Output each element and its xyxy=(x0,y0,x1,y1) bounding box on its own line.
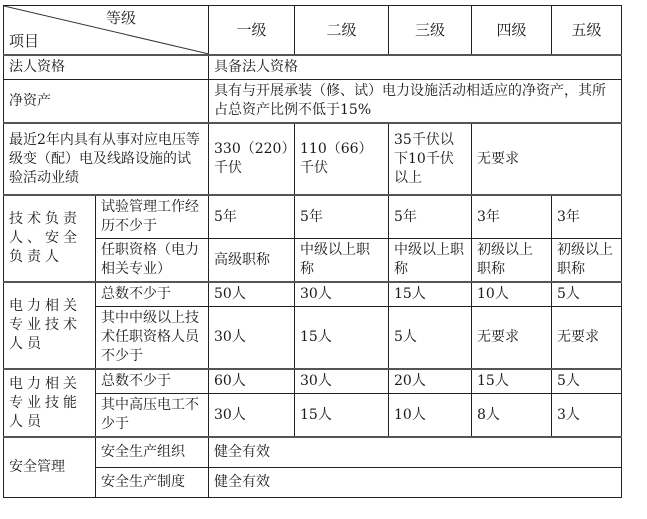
value-cell: 中级以上职称 xyxy=(389,239,472,283)
value-cell: 具有与开展承装（修、试）电力设施活动相适应的净资产，其所占总资产比例不低于15% xyxy=(209,80,622,124)
row-skill-hv xyxy=(4,394,622,438)
value-cell: 高级职称 xyxy=(209,239,295,283)
value-cell: 20人 xyxy=(389,369,472,394)
value-cell: 10人 xyxy=(389,394,472,438)
level-3-header: 三级 xyxy=(389,6,472,56)
row-legal-person xyxy=(4,55,622,80)
row-net-assets xyxy=(4,80,622,124)
value-cell: 5人 xyxy=(552,369,622,394)
value-cell: 3年 xyxy=(472,195,552,239)
row-experience xyxy=(4,195,622,239)
row-safety-org xyxy=(4,437,622,467)
value-cell: 5人 xyxy=(389,307,472,370)
value-cell: 无要求 xyxy=(552,307,622,370)
qualification-table xyxy=(3,5,622,498)
group-cell: 电力相关专业技能人员 xyxy=(4,369,96,437)
value-cell: 中级以上职称 xyxy=(295,239,389,283)
value-cell: 5年 xyxy=(209,195,295,239)
value-cell: 无要求 xyxy=(472,123,622,195)
value-cell: 15人 xyxy=(472,369,552,394)
value-cell: 30人 xyxy=(209,307,295,370)
sub-item-cell: 其中高压电工不少于 xyxy=(96,394,209,438)
sub-item-cell: 试验管理工作经历不少于 xyxy=(96,195,209,239)
value-cell: 30人 xyxy=(209,394,295,438)
row-tech-mid xyxy=(4,307,622,370)
value-cell: 3年 xyxy=(552,195,622,239)
level-2-header: 二级 xyxy=(295,6,389,56)
value-cell: 8人 xyxy=(472,394,552,438)
grade-label: 等级 xyxy=(105,9,136,27)
level-1-header: 一级 xyxy=(209,6,295,56)
value-cell: 330（220）千伏 xyxy=(209,123,295,195)
value-cell: 110（66）千伏 xyxy=(295,123,389,195)
row-performance xyxy=(4,123,622,195)
sub-item-cell: 总数不少于 xyxy=(96,369,209,394)
value-cell: 5人 xyxy=(552,282,622,307)
value-cell: 3人 xyxy=(552,394,622,438)
sub-item-cell: 总数不少于 xyxy=(96,282,209,307)
row-skill-total xyxy=(4,369,622,394)
group-cell: 技术负责人、安全负责人 xyxy=(4,195,96,282)
value-cell: 50人 xyxy=(209,282,295,307)
item-cell: 法人资格 xyxy=(4,55,209,80)
item-cell: 最近2年内具有从事对应电压等级变（配）电及线路设施的试验活动业绩 xyxy=(4,123,209,195)
value-cell: 健全有效 xyxy=(209,467,622,497)
value-cell: 30人 xyxy=(295,369,389,394)
sub-item-cell: 安全生产制度 xyxy=(96,467,209,497)
value-cell: 具备法人资格 xyxy=(209,55,622,80)
value-cell: 60人 xyxy=(209,369,295,394)
value-cell: 15人 xyxy=(389,282,472,307)
value-cell: 无要求 xyxy=(472,307,552,370)
value-cell: 健全有效 xyxy=(209,437,622,467)
sub-item-cell: 安全生产组织 xyxy=(96,437,209,467)
value-cell: 15人 xyxy=(295,394,389,438)
value-cell: 5年 xyxy=(389,195,472,239)
sub-item-cell: 其中中级以上技术任职资格人员不少于 xyxy=(96,307,209,370)
level-4-header: 四级 xyxy=(472,6,552,56)
value-cell: 5年 xyxy=(295,195,389,239)
value-cell: 35千伏以下10千伏以上 xyxy=(389,123,472,195)
value-cell: 初级以上职称 xyxy=(552,239,622,283)
row-tech-total xyxy=(4,282,622,307)
item-cell: 净资产 xyxy=(4,80,209,124)
group-cell: 安全管理 xyxy=(4,437,96,497)
row-safety-system xyxy=(4,467,622,497)
value-cell: 15人 xyxy=(295,307,389,370)
value-cell: 初级以上职称 xyxy=(472,239,552,283)
value-cell: 10人 xyxy=(472,282,552,307)
sub-item-cell: 任职资格（电力相关专业） xyxy=(96,239,209,283)
corner-header-cell xyxy=(4,6,209,56)
item-label: 项目 xyxy=(9,32,40,50)
header-row xyxy=(4,6,622,56)
value-cell: 30人 xyxy=(295,282,389,307)
row-qualification xyxy=(4,239,622,283)
level-5-header: 五级 xyxy=(552,6,622,56)
group-cell: 电力相关专业技术人员 xyxy=(4,282,96,369)
